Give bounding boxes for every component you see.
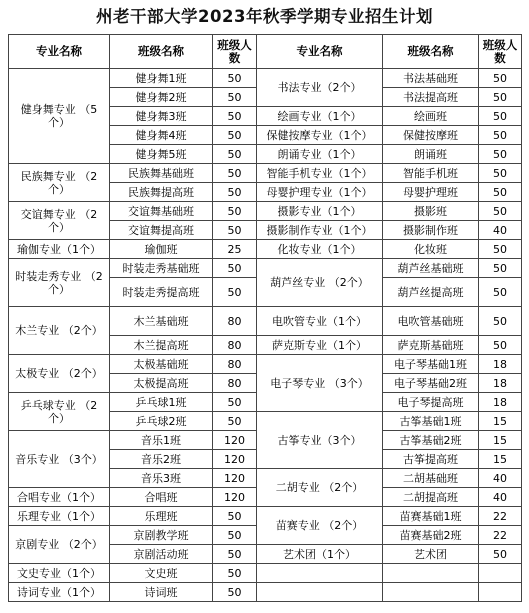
major-cell: 保健按摩专业（1个） bbox=[257, 126, 383, 145]
count-cell: 15 bbox=[479, 431, 522, 450]
count-cell: 80 bbox=[213, 374, 257, 393]
table-row bbox=[9, 164, 522, 183]
count-cell: 50 bbox=[213, 145, 257, 164]
table-row bbox=[9, 69, 522, 88]
class-cell: 健身舞4班 bbox=[110, 126, 213, 145]
major-cell: 二胡专业 （2个） bbox=[257, 469, 383, 507]
major-cell: 乒乓球专业 （2个） bbox=[9, 393, 110, 431]
count-cell: 22 bbox=[479, 507, 522, 526]
class-cell: 艺术团 bbox=[383, 545, 479, 564]
major-cell: 合唱专业（1个） bbox=[9, 488, 110, 507]
class-cell: 合唱班 bbox=[110, 488, 213, 507]
count-cell: 50 bbox=[213, 221, 257, 240]
count-cell: 50 bbox=[213, 545, 257, 564]
count-cell: 50 bbox=[213, 88, 257, 107]
count-cell: 50 bbox=[213, 259, 257, 278]
class-cell: 电子琴基础1班 bbox=[383, 355, 479, 374]
major-cell: 摄影制作专业（1个） bbox=[257, 221, 383, 240]
count-cell: 50 bbox=[479, 145, 522, 164]
class-cell: 摄影班 bbox=[383, 202, 479, 221]
count-cell: 15 bbox=[479, 412, 522, 431]
major-cell: 乐理专业（1个） bbox=[9, 507, 110, 526]
table-row bbox=[9, 355, 522, 374]
class-cell: 苗赛基础1班 bbox=[383, 507, 479, 526]
count-cell: 120 bbox=[213, 431, 257, 450]
count-cell: 50 bbox=[479, 307, 522, 336]
class-cell: 电子琴提高班 bbox=[383, 393, 479, 412]
table-row bbox=[9, 240, 522, 259]
count-cell: 50 bbox=[213, 107, 257, 126]
count-cell bbox=[479, 583, 522, 602]
class-cell bbox=[383, 583, 479, 602]
class-cell: 古筝基础2班 bbox=[383, 431, 479, 450]
count-cell bbox=[479, 564, 522, 583]
count-cell: 18 bbox=[479, 374, 522, 393]
table-row bbox=[9, 583, 522, 602]
count-cell: 50 bbox=[479, 259, 522, 278]
class-cell: 绘画班 bbox=[383, 107, 479, 126]
class-cell: 电子琴基础2班 bbox=[383, 374, 479, 393]
count-cell: 50 bbox=[213, 278, 257, 307]
class-cell: 交谊舞基础班 bbox=[110, 202, 213, 221]
major-cell: 母婴护理专业（1个） bbox=[257, 183, 383, 202]
class-cell: 乐理班 bbox=[110, 507, 213, 526]
count-cell: 50 bbox=[213, 412, 257, 431]
count-cell: 50 bbox=[213, 164, 257, 183]
major-cell: 古筝专业（3个） bbox=[257, 412, 383, 469]
count-cell: 25 bbox=[213, 240, 257, 259]
class-cell: 音乐1班 bbox=[110, 431, 213, 450]
header-class: 班级名称 bbox=[110, 35, 213, 69]
class-cell: 书法基础班 bbox=[383, 69, 479, 88]
count-cell: 50 bbox=[479, 278, 522, 307]
class-cell: 太极基础班 bbox=[110, 355, 213, 374]
class-cell: 摄影制作班 bbox=[383, 221, 479, 240]
count-cell: 50 bbox=[479, 545, 522, 564]
header-major: 专业名称 bbox=[257, 35, 383, 69]
class-cell: 朗诵班 bbox=[383, 145, 479, 164]
class-cell: 文史班 bbox=[110, 564, 213, 583]
class-cell: 民族舞提高班 bbox=[110, 183, 213, 202]
class-cell: 京剧教学班 bbox=[110, 526, 213, 545]
table-row bbox=[9, 507, 522, 526]
class-cell: 木兰提高班 bbox=[110, 336, 213, 355]
class-cell: 音乐2班 bbox=[110, 450, 213, 469]
count-cell: 50 bbox=[479, 107, 522, 126]
count-cell: 50 bbox=[213, 526, 257, 545]
count-cell: 15 bbox=[479, 450, 522, 469]
major-cell bbox=[257, 564, 383, 583]
major-cell: 京剧专业 （2个） bbox=[9, 526, 110, 564]
class-cell: 时装走秀基础班 bbox=[110, 259, 213, 278]
class-cell: 化妆班 bbox=[383, 240, 479, 259]
class-cell: 葫芦丝提高班 bbox=[383, 278, 479, 307]
count-cell: 120 bbox=[213, 450, 257, 469]
major-cell: 诗词专业（1个） bbox=[9, 583, 110, 602]
class-cell: 书法提高班 bbox=[383, 88, 479, 107]
count-cell: 80 bbox=[213, 307, 257, 336]
class-cell: 京剧活动班 bbox=[110, 545, 213, 564]
header-class: 班级名称 bbox=[383, 35, 479, 69]
major-cell: 化妆专业（1个） bbox=[257, 240, 383, 259]
class-cell: 二胡提高班 bbox=[383, 488, 479, 507]
class-cell: 古筝基础1班 bbox=[383, 412, 479, 431]
major-cell: 萨克斯专业（1个） bbox=[257, 336, 383, 355]
major-cell: 艺术团（1个） bbox=[257, 545, 383, 564]
table-row bbox=[9, 202, 522, 221]
count-cell: 50 bbox=[213, 202, 257, 221]
header-count: 班级人数 bbox=[213, 35, 257, 69]
class-cell: 时装走秀提高班 bbox=[110, 278, 213, 307]
header-major: 专业名称 bbox=[9, 35, 110, 69]
count-cell: 50 bbox=[213, 393, 257, 412]
enrollment-table bbox=[8, 34, 522, 602]
class-cell: 瑜伽班 bbox=[110, 240, 213, 259]
count-cell: 50 bbox=[213, 183, 257, 202]
major-cell: 书法专业（2个） bbox=[257, 69, 383, 107]
class-cell: 健身舞3班 bbox=[110, 107, 213, 126]
class-cell: 乒乓球2班 bbox=[110, 412, 213, 431]
class-cell: 太极提高班 bbox=[110, 374, 213, 393]
class-cell: 保健按摩班 bbox=[383, 126, 479, 145]
count-cell: 50 bbox=[479, 183, 522, 202]
class-cell: 交谊舞提高班 bbox=[110, 221, 213, 240]
class-cell: 古筝提高班 bbox=[383, 450, 479, 469]
header-row bbox=[9, 35, 522, 69]
count-cell: 120 bbox=[213, 488, 257, 507]
table-row bbox=[9, 564, 522, 583]
class-cell: 健身舞2班 bbox=[110, 88, 213, 107]
class-cell: 民族舞基础班 bbox=[110, 164, 213, 183]
count-cell: 80 bbox=[213, 355, 257, 374]
major-cell: 摄影专业（1个） bbox=[257, 202, 383, 221]
count-cell: 18 bbox=[479, 355, 522, 374]
page-title: 州老干部大学2023年秋季学期专业招生计划 bbox=[96, 7, 433, 26]
major-cell: 文史专业（1个） bbox=[9, 564, 110, 583]
major-cell: 音乐专业 （3个） bbox=[9, 431, 110, 488]
major-cell: 民族舞专业 （2个） bbox=[9, 164, 110, 202]
table-row bbox=[9, 259, 522, 278]
major-cell: 时装走秀专业 （2个） bbox=[9, 259, 110, 307]
count-cell: 50 bbox=[479, 126, 522, 145]
count-cell: 40 bbox=[479, 221, 522, 240]
count-cell: 18 bbox=[479, 393, 522, 412]
major-cell: 瑜伽专业（1个） bbox=[9, 240, 110, 259]
count-cell: 50 bbox=[213, 507, 257, 526]
major-cell: 电子琴专业 （3个） bbox=[257, 355, 383, 412]
count-cell: 50 bbox=[213, 69, 257, 88]
class-cell: 母婴护理班 bbox=[383, 183, 479, 202]
major-cell: 绘画专业（1个） bbox=[257, 107, 383, 126]
major-cell bbox=[257, 583, 383, 602]
major-cell: 电吹管专业（1个） bbox=[257, 307, 383, 336]
count-cell: 50 bbox=[213, 583, 257, 602]
count-cell: 22 bbox=[479, 526, 522, 545]
count-cell: 50 bbox=[479, 240, 522, 259]
class-cell: 萨克斯基础班 bbox=[383, 336, 479, 355]
class-cell: 二胡基础班 bbox=[383, 469, 479, 488]
class-cell: 智能手机班 bbox=[383, 164, 479, 183]
count-cell: 50 bbox=[213, 564, 257, 583]
count-cell: 40 bbox=[479, 488, 522, 507]
class-cell: 苗赛基础2班 bbox=[383, 526, 479, 545]
class-cell: 健身舞5班 bbox=[110, 145, 213, 164]
count-cell: 80 bbox=[213, 336, 257, 355]
class-cell: 诗词班 bbox=[110, 583, 213, 602]
class-cell: 乒乓球1班 bbox=[110, 393, 213, 412]
count-cell: 50 bbox=[479, 336, 522, 355]
class-cell: 木兰基础班 bbox=[110, 307, 213, 336]
header-count: 班级人数 bbox=[479, 35, 522, 69]
count-cell: 50 bbox=[213, 126, 257, 145]
major-cell: 木兰专业 （2个） bbox=[9, 307, 110, 355]
major-cell: 朗诵专业（1个） bbox=[257, 145, 383, 164]
table-row bbox=[9, 307, 522, 336]
class-cell: 葫芦丝基础班 bbox=[383, 259, 479, 278]
major-cell: 健身舞专业 （5个） bbox=[9, 69, 110, 164]
major-cell: 智能手机专业（1个） bbox=[257, 164, 383, 183]
major-cell: 太极专业 （2个） bbox=[9, 355, 110, 393]
count-cell: 40 bbox=[479, 469, 522, 488]
count-cell: 50 bbox=[479, 202, 522, 221]
major-cell: 交谊舞专业 （2个） bbox=[9, 202, 110, 240]
count-cell: 50 bbox=[479, 88, 522, 107]
class-cell: 电吹管基础班 bbox=[383, 307, 479, 336]
count-cell: 50 bbox=[479, 69, 522, 88]
class-cell: 健身舞1班 bbox=[110, 69, 213, 88]
count-cell: 120 bbox=[213, 469, 257, 488]
class-cell bbox=[383, 564, 479, 583]
major-cell: 苗赛专业 （2个） bbox=[257, 507, 383, 545]
major-cell: 葫芦丝专业 （2个） bbox=[257, 259, 383, 307]
class-cell: 音乐3班 bbox=[110, 469, 213, 488]
count-cell: 50 bbox=[479, 164, 522, 183]
